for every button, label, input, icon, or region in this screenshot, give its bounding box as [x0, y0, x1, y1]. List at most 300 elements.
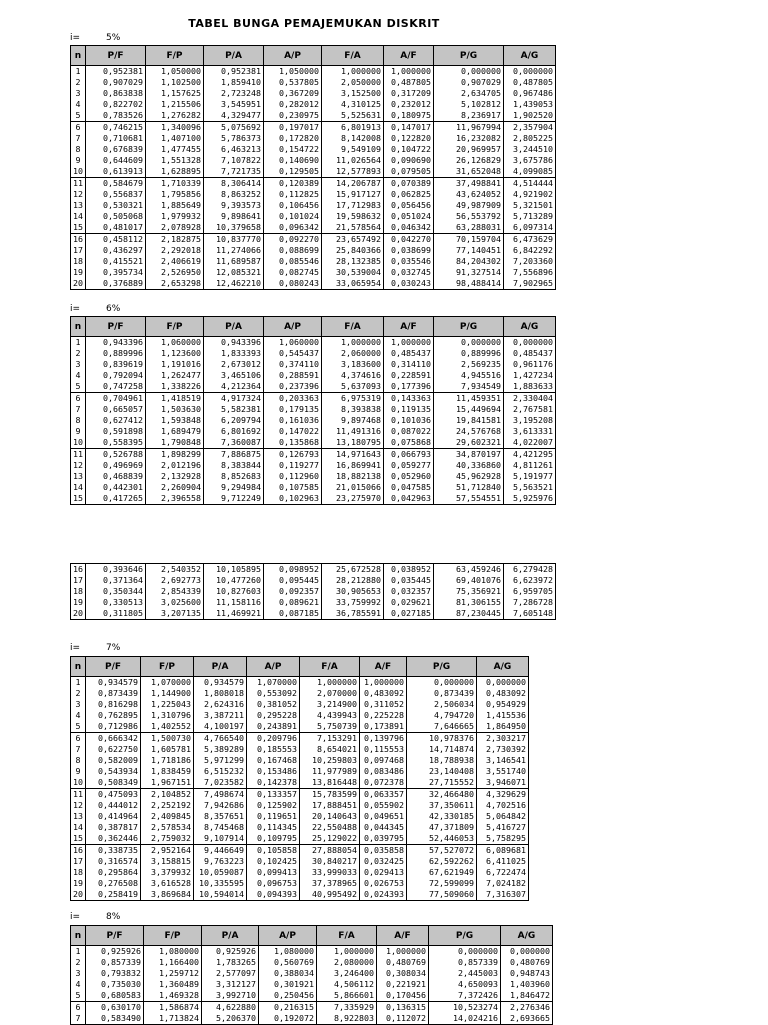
- factor-cell: 0,087185: [264, 608, 322, 620]
- factor-cell: 0,444012: [86, 800, 141, 811]
- factor-cell: 2,104852: [141, 789, 194, 801]
- factor-cell: 37,378965: [300, 878, 360, 889]
- factor-cell: 2,276346: [501, 1002, 553, 1014]
- factor-cell: 1,713824: [144, 1013, 202, 1025]
- factor-cell: 0,032425: [360, 856, 407, 867]
- factor-cell: 9,897468: [322, 415, 384, 426]
- factor-cell: 1,967151: [141, 777, 194, 789]
- factor-cell: 40,995492: [300, 889, 360, 901]
- factor-cell: 5,713289: [504, 211, 556, 222]
- period-cell: 7: [71, 404, 86, 415]
- column-header: n: [71, 46, 86, 66]
- factor-cell: 5,582381: [204, 404, 264, 415]
- factor-cell: 0,330513: [86, 597, 146, 608]
- factor-cell: 13,816448: [300, 777, 360, 789]
- factor-cell: 70,159704: [434, 234, 504, 246]
- factor-cell: 7,902965: [504, 278, 556, 290]
- factor-cell: 0,098952: [264, 564, 322, 576]
- factor-cell: 30,905653: [322, 586, 384, 597]
- factor-cell: 0,179135: [264, 404, 322, 415]
- factor-cell: 1,157625: [146, 88, 204, 99]
- factor-cell: 2,292018: [146, 245, 204, 256]
- period-cell: 15: [71, 493, 86, 505]
- factor-cell: 0,276508: [86, 878, 141, 889]
- factor-cell: 47,371809: [407, 822, 477, 833]
- column-header: A/F: [377, 926, 429, 946]
- factor-cell: 0,857339: [86, 957, 144, 968]
- factor-cell: 0,140690: [264, 155, 322, 166]
- factor-cell: 0,558395: [86, 437, 146, 449]
- rate-prefix: i=: [70, 912, 81, 922]
- factor-cell: 3,387211: [194, 710, 247, 721]
- column-header: P/F: [86, 657, 141, 677]
- table-row: [71, 381, 556, 393]
- factor-cell: 1,864950: [477, 721, 529, 733]
- factor-cell: 7,605148: [504, 608, 556, 620]
- factor-cell: 1,710339: [146, 178, 204, 190]
- factor-cell: 0,485437: [504, 348, 556, 359]
- factor-cell: 0,371364: [86, 575, 146, 586]
- factor-cell: 1,439053: [504, 99, 556, 110]
- factor-cell: 5,786373: [204, 133, 264, 144]
- table-row: [71, 733, 529, 745]
- factor-cell: 1,859410: [204, 77, 264, 88]
- factor-cell: 1,551328: [146, 155, 204, 166]
- factor-cell: 2,569235: [434, 359, 504, 370]
- factor-cell: 0,630170: [86, 1002, 144, 1014]
- factor-cell: 6,842292: [504, 245, 556, 256]
- factor-cell: 25,672528: [322, 564, 384, 576]
- period-cell: 16: [71, 845, 86, 857]
- factor-cell: 0,000000: [429, 946, 501, 958]
- column-header: A/G: [504, 46, 556, 66]
- interest-rate-label: [70, 643, 120, 653]
- factor-cell: 0,209796: [247, 733, 300, 745]
- factor-cell: 0,288591: [264, 370, 322, 381]
- factor-cell: 77,509060: [407, 889, 477, 901]
- factor-cell: 4,439943: [300, 710, 360, 721]
- factor-cell: 0,582009: [86, 755, 141, 766]
- factor-cell: 6,097314: [504, 222, 556, 234]
- period-cell: 1: [71, 677, 86, 689]
- factor-cell: 15,783599: [300, 789, 360, 801]
- factor-cell: 2,653298: [146, 278, 204, 290]
- factor-cell: 11,158116: [204, 597, 264, 608]
- factor-cell: 7,886875: [204, 449, 264, 461]
- factor-cell: 0,925926: [202, 946, 259, 958]
- factor-cell: 21,015066: [322, 482, 384, 493]
- factor-cell: 0,172820: [264, 133, 322, 144]
- rate-value: 8%: [106, 912, 121, 922]
- table-row: [71, 189, 556, 200]
- factor-cell: 81,306155: [434, 597, 504, 608]
- table-row: [71, 968, 553, 979]
- factor-cell: 0,051024: [384, 211, 434, 222]
- factor-cell: 0,024393: [360, 889, 407, 901]
- table-row: [71, 144, 556, 155]
- factor-cell: 4,766540: [194, 733, 247, 745]
- factor-cell: 0,710681: [86, 133, 146, 144]
- factor-cell: 0,125902: [247, 800, 300, 811]
- factor-cell: 6,959705: [504, 586, 556, 597]
- period-cell: 17: [71, 856, 86, 867]
- factor-cell: 84,204302: [434, 256, 504, 267]
- factor-cell: 0,934579: [86, 677, 141, 689]
- factor-cell: 3,152500: [322, 88, 384, 99]
- factor-cell: 0,889996: [434, 348, 504, 359]
- factor-cell: 2,445003: [429, 968, 501, 979]
- factor-cell: 0,436297: [86, 245, 146, 256]
- factor-cell: 0,133357: [247, 789, 300, 801]
- factor-cell: 6,411025: [477, 856, 529, 867]
- factor-cell: 15,449694: [434, 404, 504, 415]
- factor-cell: 2,673012: [204, 359, 264, 370]
- factor-cell: 0,096753: [247, 878, 300, 889]
- factor-cell: 4,811261: [504, 460, 556, 471]
- factor-cell: 8,383844: [204, 460, 264, 471]
- factor-cell: 0,192072: [259, 1013, 317, 1025]
- factor-cell: 27,888054: [300, 845, 360, 857]
- factor-cell: 2,693665: [501, 1013, 553, 1025]
- period-cell: 7: [71, 744, 86, 755]
- table-row: [71, 845, 529, 857]
- factor-cell: 0,537805: [264, 77, 322, 88]
- column-header: F/P: [144, 926, 202, 946]
- factor-cell: 5,866601: [317, 990, 377, 1002]
- table-row: [71, 222, 556, 234]
- interest-rate-label: [70, 912, 120, 922]
- period-cell: 6: [71, 393, 86, 405]
- factor-cell: 9,549109: [322, 144, 384, 155]
- factor-cell: 2,409845: [141, 811, 194, 822]
- column-header: F/A: [322, 46, 384, 66]
- factor-cell: 1,469328: [144, 990, 202, 1002]
- factor-cell: 1,000000: [360, 677, 407, 689]
- factor-cell: 1,503630: [146, 404, 204, 415]
- factor-cell: 19,598632: [322, 211, 384, 222]
- factor-cell: 4,421295: [504, 449, 556, 461]
- factor-cell: 0,221921: [377, 979, 429, 990]
- period-cell: 4: [71, 370, 86, 381]
- factor-cell: 0,230975: [264, 110, 322, 122]
- factor-cell: 14,206787: [322, 178, 384, 190]
- factor-cell: 5,637093: [322, 381, 384, 393]
- factor-cell: 0,126793: [264, 449, 322, 461]
- column-header: n: [71, 657, 86, 677]
- factor-cell: 1,586874: [144, 1002, 202, 1014]
- factor-cell: 0,114345: [247, 822, 300, 833]
- factor-cell: 0,088699: [264, 245, 322, 256]
- table-row: [71, 822, 529, 833]
- factor-cell: 4,022007: [504, 437, 556, 449]
- column-header: n: [71, 926, 86, 946]
- factor-cell: 7,372426: [429, 990, 501, 1002]
- period-cell: 3: [71, 88, 86, 99]
- factor-cell: 33,999033: [300, 867, 360, 878]
- factor-cell: 0,282012: [264, 99, 322, 110]
- factor-cell: 0,228591: [384, 370, 434, 381]
- factor-cell: 0,035546: [384, 256, 434, 267]
- factor-cell: 87,230445: [434, 608, 504, 620]
- factor-cell: 7,023582: [194, 777, 247, 789]
- factor-cell: 1,000000: [384, 337, 434, 349]
- factor-cell: 8,745468: [194, 822, 247, 833]
- factor-cell: 0,120389: [264, 178, 322, 190]
- factor-cell: 0,066793: [384, 449, 434, 461]
- factor-cell: 0,119277: [264, 460, 322, 471]
- period-cell: 2: [71, 688, 86, 699]
- factor-cell: 2,759032: [141, 833, 194, 845]
- factor-cell: 0,560769: [259, 957, 317, 968]
- table-row: [71, 370, 556, 381]
- rate-value: 5%: [106, 33, 121, 43]
- factor-cell: 23,275970: [322, 493, 384, 505]
- factor-cell: 2,357904: [504, 122, 556, 134]
- factor-cell: 25,840366: [322, 245, 384, 256]
- factor-cell: 1,276282: [146, 110, 204, 122]
- factor-cell: 1,360489: [144, 979, 202, 990]
- factor-cell: 0,102963: [264, 493, 322, 505]
- table-row: [71, 867, 529, 878]
- factor-cell: 3,244510: [504, 144, 556, 155]
- factor-cell: 9,898641: [204, 211, 264, 222]
- factor-cell: 33,759992: [322, 597, 384, 608]
- period-cell: 10: [71, 777, 86, 789]
- factor-cell: 0,925926: [86, 946, 144, 958]
- factor-cell: 0,087022: [384, 426, 434, 437]
- rate-prefix: i=: [70, 304, 81, 314]
- column-header: F/A: [300, 657, 360, 677]
- factor-cell: 0,317209: [384, 88, 434, 99]
- interest-rate-label: [70, 304, 120, 314]
- period-cell: 8: [71, 755, 86, 766]
- factor-cell: 57,554551: [434, 493, 504, 505]
- factor-cell: 2,260904: [146, 482, 204, 493]
- period-cell: 3: [71, 968, 86, 979]
- table-row: [71, 415, 556, 426]
- factor-cell: 11,977989: [300, 766, 360, 777]
- factor-cell: 0,237396: [264, 381, 322, 393]
- factor-cell: 0,545437: [264, 348, 322, 359]
- table-row: [71, 979, 553, 990]
- factor-cell: 1,310796: [141, 710, 194, 721]
- column-header: A/G: [477, 657, 529, 677]
- factor-cell: 0,180975: [384, 110, 434, 122]
- factor-cell: 0,967486: [504, 88, 556, 99]
- factor-cell: 1,415536: [477, 710, 529, 721]
- factor-cell: 2,723248: [204, 88, 264, 99]
- factor-cell: 0,783526: [86, 110, 146, 122]
- factor-cell: 0,350344: [86, 586, 146, 597]
- factor-cell: 0,136315: [377, 1002, 429, 1014]
- factor-cell: 75,356921: [434, 586, 504, 597]
- table-row: [71, 889, 529, 901]
- factor-cell: 6,089681: [477, 845, 529, 857]
- period-cell: 20: [71, 278, 86, 290]
- table-row: [71, 946, 553, 958]
- factor-cell: 0,553092: [247, 688, 300, 699]
- period-cell: 18: [71, 256, 86, 267]
- period-cell: 3: [71, 699, 86, 710]
- factor-cell: 51,712840: [434, 482, 504, 493]
- factor-cell: 0,487805: [384, 77, 434, 88]
- rate-value: 7%: [106, 643, 121, 653]
- period-cell: 15: [71, 222, 86, 234]
- factor-cell: 0,055902: [360, 800, 407, 811]
- factor-cell: 0,543934: [86, 766, 141, 777]
- factor-cell: 1,883633: [504, 381, 556, 393]
- table-row: [71, 721, 529, 733]
- factor-cell: 0,889996: [86, 348, 146, 359]
- period-cell: 20: [71, 889, 86, 901]
- factor-cell: 0,167468: [247, 755, 300, 766]
- factor-cell: 7,286728: [504, 597, 556, 608]
- factor-cell: 5,925976: [504, 493, 556, 505]
- factor-cell: 4,212364: [204, 381, 264, 393]
- factor-cell: 0,075868: [384, 437, 434, 449]
- factor-cell: 6,209794: [204, 415, 264, 426]
- factor-cell: 5,206370: [202, 1013, 259, 1025]
- factor-cell: 0,063357: [360, 789, 407, 801]
- factor-cell: 25,129022: [300, 833, 360, 845]
- factor-cell: 0,250456: [259, 990, 317, 1002]
- factor-cell: 1,070000: [141, 677, 194, 689]
- table-row: [71, 755, 529, 766]
- table-row: [71, 597, 556, 608]
- factor-cell: 10,523274: [429, 1002, 501, 1014]
- column-header: P/A: [204, 317, 264, 337]
- factor-cell: 0,613913: [86, 166, 146, 178]
- factor-cell: 0,232012: [384, 99, 434, 110]
- factor-cell: 8,863252: [204, 189, 264, 200]
- factor-cell: 30,840217: [300, 856, 360, 867]
- factor-cell: 0,526788: [86, 449, 146, 461]
- factor-cell: 28,132385: [322, 256, 384, 267]
- factor-cell: 1,000000: [317, 946, 377, 958]
- factor-cell: 10,105895: [204, 564, 264, 576]
- factor-cell: 0,070389: [384, 178, 434, 190]
- factor-cell: 29,602321: [434, 437, 504, 449]
- table-row: [71, 337, 556, 349]
- factor-cell: 5,525631: [322, 110, 384, 122]
- table-row: [71, 766, 529, 777]
- factor-cell: 0,295228: [247, 710, 300, 721]
- factor-cell: 3,146541: [477, 755, 529, 766]
- factor-cell: 10,059087: [194, 867, 247, 878]
- factor-cell: 1,259712: [144, 968, 202, 979]
- factor-cell: 0,954929: [477, 699, 529, 710]
- column-header: F/P: [146, 46, 204, 66]
- factor-cell: 0,376889: [86, 278, 146, 290]
- table-row: [71, 575, 556, 586]
- factor-cell: 6,975319: [322, 393, 384, 405]
- table-row: [71, 267, 556, 278]
- factor-cell: 32,466480: [407, 789, 477, 801]
- factor-cell: 40,336860: [434, 460, 504, 471]
- factor-cell: 5,191977: [504, 471, 556, 482]
- column-header: A/P: [264, 46, 322, 66]
- period-cell: 7: [71, 133, 86, 144]
- column-header: P/A: [194, 657, 247, 677]
- period-cell: 4: [71, 99, 86, 110]
- factor-cell: 0,173891: [360, 721, 407, 733]
- period-cell: 5: [71, 110, 86, 122]
- factor-cell: 0,203363: [264, 393, 322, 405]
- table-row: [71, 178, 556, 190]
- period-cell: 15: [71, 833, 86, 845]
- factor-cell: 6,801692: [204, 426, 264, 437]
- factor-cell: 0,556837: [86, 189, 146, 200]
- column-header: A/P: [259, 926, 317, 946]
- factor-cell: 1,833393: [204, 348, 264, 359]
- period-cell: 5: [71, 721, 86, 733]
- period-cell: 10: [71, 166, 86, 178]
- factor-cell: 0,129505: [264, 166, 322, 178]
- factor-cell: 0,147022: [264, 426, 322, 437]
- factor-cell: 0,480769: [377, 957, 429, 968]
- factor-cell: 0,243891: [247, 721, 300, 733]
- factor-cell: 11,491316: [322, 426, 384, 437]
- factor-cell: 2,730392: [477, 744, 529, 755]
- factor-cell: 1,050000: [264, 66, 322, 78]
- factor-cell: 3,613331: [504, 426, 556, 437]
- column-header: F/P: [141, 657, 194, 677]
- factor-cell: 7,024182: [477, 878, 529, 889]
- factor-cell: 1,790848: [146, 437, 204, 449]
- period-cell: 16: [71, 564, 86, 576]
- factor-cell: 5,321501: [504, 200, 556, 211]
- factor-cell: 0,316574: [86, 856, 141, 867]
- factor-cell: 0,000000: [407, 677, 477, 689]
- factor-cell: 5,389289: [194, 744, 247, 755]
- table-row: [71, 426, 556, 437]
- factor-cell: 11,026564: [322, 155, 384, 166]
- factor-cell: 0,295864: [86, 867, 141, 878]
- factor-cell: 0,122820: [384, 133, 434, 144]
- period-cell: 1: [71, 337, 86, 349]
- factor-cell: 0,395734: [86, 267, 146, 278]
- table-row: [71, 688, 529, 699]
- factor-cell: 1,808018: [194, 688, 247, 699]
- factor-cell: 0,816298: [86, 699, 141, 710]
- page-title: TABEL BUNGA PEMAJEMUKAN DISKRIT: [188, 17, 440, 30]
- factor-cell: 0,153486: [247, 766, 300, 777]
- table-row: [71, 699, 529, 710]
- factor-cell: 11,274066: [204, 245, 264, 256]
- factor-cell: 0,258419: [86, 889, 141, 901]
- period-cell: 11: [71, 178, 86, 190]
- factor-cell: 0,083486: [360, 766, 407, 777]
- factor-cell: 14,024216: [429, 1013, 501, 1025]
- factor-cell: 4,100197: [194, 721, 247, 733]
- factor-cell: 0,154722: [264, 144, 322, 155]
- table-row: [71, 1002, 553, 1014]
- factor-cell: 0,143363: [384, 393, 434, 405]
- interest-rate-label: [70, 33, 120, 43]
- period-cell: 7: [71, 1013, 86, 1025]
- factor-cell: 23,657492: [322, 234, 384, 246]
- factor-cell: 1,846472: [501, 990, 553, 1002]
- table-row: [71, 460, 556, 471]
- column-header: P/F: [86, 46, 146, 66]
- factor-cell: 0,095445: [264, 575, 322, 586]
- factor-cell: 1,783265: [202, 957, 259, 968]
- interest-table: [70, 656, 529, 901]
- factor-cell: 6,473629: [504, 234, 556, 246]
- factor-cell: 0,644609: [86, 155, 146, 166]
- period-cell: 1: [71, 946, 86, 958]
- factor-cell: 27,715552: [407, 777, 477, 789]
